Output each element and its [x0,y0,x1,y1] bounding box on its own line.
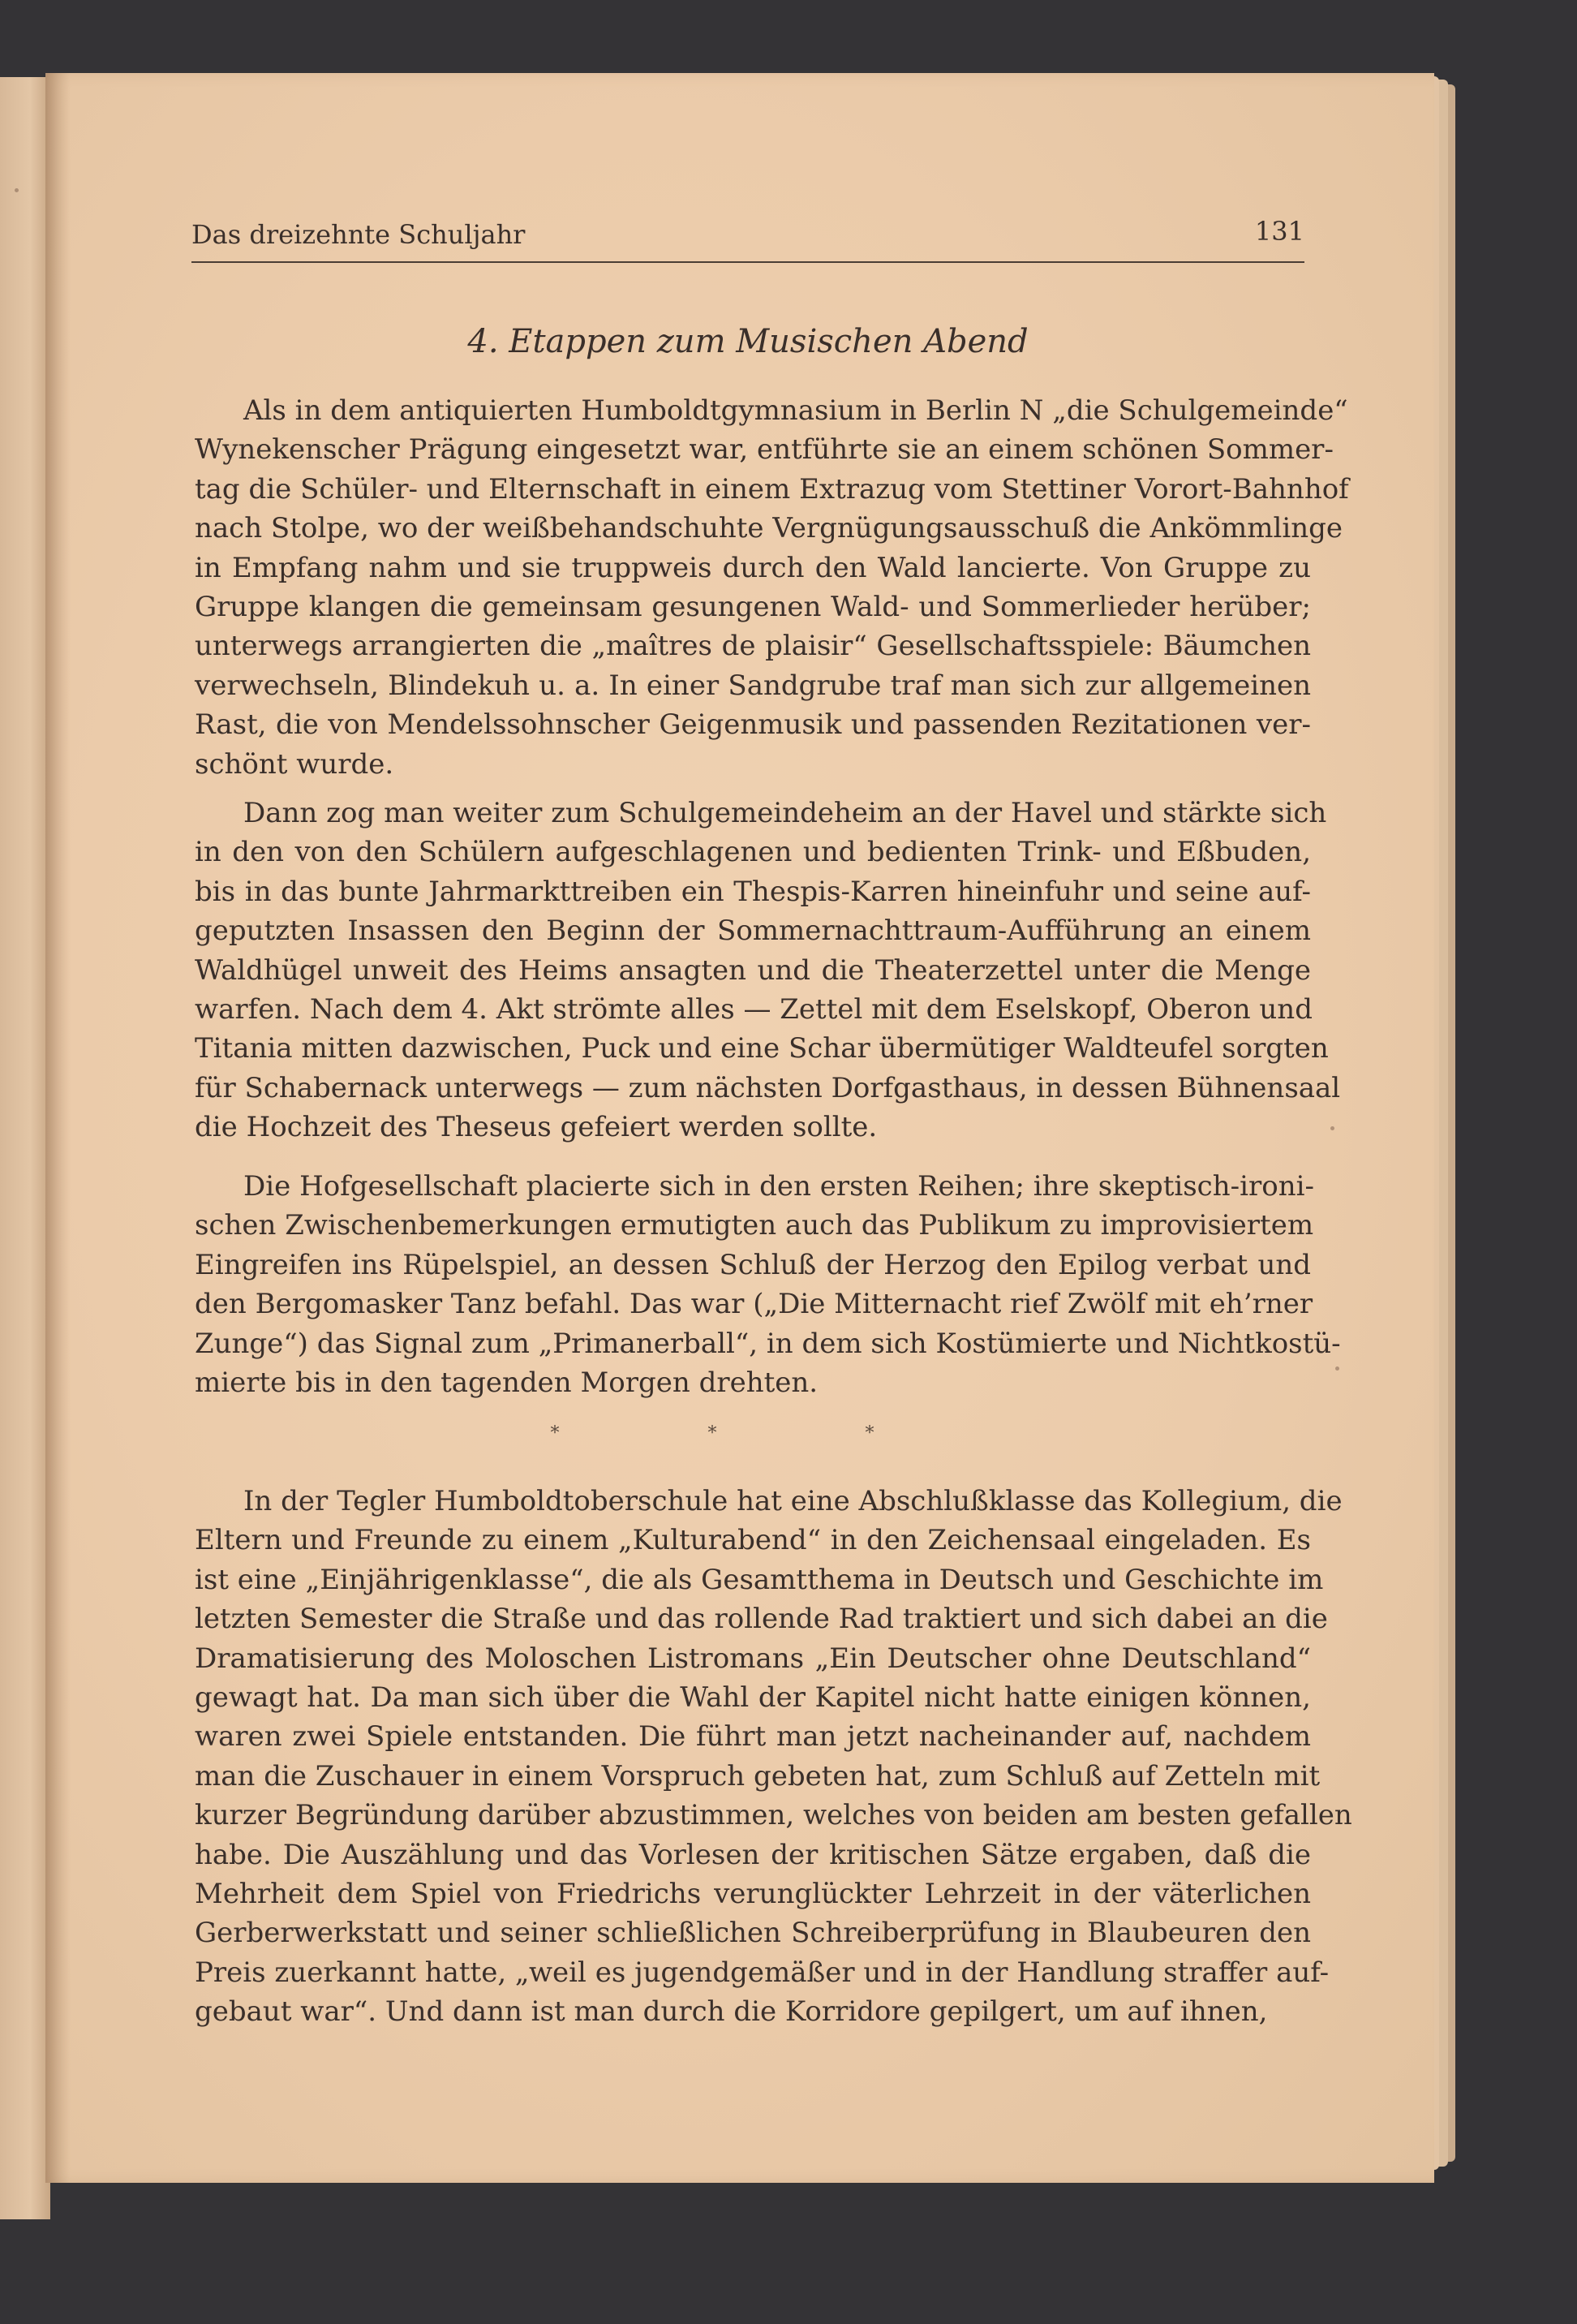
paragraph [195,391,1349,784]
text-line: ist eine „Einjährigenklasse“, die als Gesamtthema in Deutsch und Geschichte im [195,1563,1324,1596]
paper-speck [1335,1366,1339,1371]
paper-speck [15,188,19,192]
gutter-shadow [45,73,70,2183]
section-heading: 4. Etappen zum Musischen Abend [467,323,1029,360]
text-line: für Schabernack unterwegs — zum nächsten Dorfgasthaus, in dessen Bühnensaal [195,1071,1341,1104]
text-line: Preis zuerkannt hatte, „weil es jugendgemäßer und in der Handlung straffer auf- [195,1956,1330,1989]
text-line: schönt wurde. [195,747,394,781]
running-head [191,213,1304,261]
paragraph [195,794,1341,1147]
text-line: in Empfang nahm und sie truppweis durch den Wald lancierte. Von Gruppe zu [195,551,1311,584]
text-line: in den von den Schülern aufgeschlagenen und bedienten Trink- und Eßbuden, [195,836,1311,869]
text-line: Dramatisierung des Moloschen Listromans „Ein Deutscher ohne Deutschland“ [195,1642,1311,1675]
text-line: Gruppe klangen die gemeinsam gesungenen Wald- und Sommerlieder herüber; [195,590,1311,623]
text-line: gewagt hat. Da man sich über die Wahl der Kapitel nicht hatte einigen können, [195,1681,1311,1714]
running-head-title: Das dreizehnte Schuljahr [191,219,526,250]
text-line: den Bergomasker Tanz befahl. Das war („Die Mitternacht rief Zwölf mit eh’rner [195,1288,1313,1321]
text-line: geputzten Insassen den Beginn der Sommernachttraum-Aufführung an einem [195,915,1311,948]
page-number: 131 [1254,216,1304,247]
text-line: In der Tegler Humboldtoberschule hat eine Abschlußklasse das Kollegium, die [243,1485,1343,1517]
paragraph [195,1482,1352,2031]
header-rule [191,261,1304,263]
text-line: Eingreifen ins Rüpelspiel, an dessen Schluß der Herzog den Epilog verbat und [195,1248,1311,1281]
text-line: waren zwei Spiele entstanden. Die führt man jetzt nacheinander auf, nachdem [195,1720,1311,1754]
text-line: gebaut war“. Und dann ist man durch die Korridore gepilgert, um auf ihnen, [195,1995,1268,2029]
text-line: Mehrheit dem Spiel von Friedrichs verunglückter Lehrzeit in der väterlichen [195,1877,1311,1910]
text-line: unterwegs arrangierten die „maîtres de plaisir“ Gesellschaftsspiele: Bäumchen [195,630,1311,663]
text-line: verwechseln, Blindekuh u. a. In einer Sandgrube traf man sich zur allgemeinen [195,669,1311,702]
text-line: nach Stolpe, wo der weißbehandschuhte Vergnügungsausschuß die Ankömmlinge [195,512,1343,545]
text-line: Wynekenscher Prägung eingesetzt war, entführte sie an einem schönen Sommer- [195,433,1334,467]
text-line: Zunge“) das Signal zum „Primanerball“, in dem sich Kostümierte und Nichtkostü- [195,1327,1341,1360]
text-line: die Hochzeit des Theseus gefeiert werden sollte. [195,1111,878,1144]
text-line: Dann zog man weiter zum Schulgemeindeheim an der Havel und stärkte sich [243,797,1327,829]
text-line: Rast, die von Mendelssohnscher Geigenmusik und passenden Rezitationen ver- [195,708,1311,742]
paper-speck [1330,1126,1334,1130]
text-line: Die Hofgesellschaft placierte sich in den ersten Reihen; ihre skeptisch-ironi- [243,1170,1314,1203]
text-line: letzten Semester die Straße und das rollende Rad traktiert und sich dabei an die [195,1603,1328,1636]
text-line: bis in das bunte Jahrmarkttreiben ein Thespis-Karren hineinfuhr und seine auf- [195,875,1311,908]
text-line: mierte bis in den tagenden Morgen drehten. [195,1366,819,1399]
text-line: Titania mitten dazwischen, Puck und eine Schar übermütiger Waldteufel sorgten [195,1032,1329,1065]
facing-page-edge [0,77,50,2219]
text-line: Waldhügel unweit des Heims ansagten und die Theaterzettel unter die Menge [195,953,1311,987]
text-line: tag die Schüler- und Elternschaft in einem Extrazug vom Stettiner Vorort-Bahnhof [195,472,1349,506]
text-line: habe. Die Auszählung und das Vorlesen der kritischen Sätze ergaben, daß die [195,1838,1311,1871]
text-line: schen Zwischenbemerkungen ermutigten auch das Publikum zu improvisiertem [195,1209,1314,1242]
paragraph [195,1167,1341,1402]
section-separator: * * * [550,1423,946,1444]
text-line: Als in dem antiquierten Humboldtgymnasium in Berlin N „die Schulgemeinde“ [243,394,1348,427]
text-line: man die Zuschauer in einem Vorspruch gebeten hat, zum Schluß auf Zetteln mit [195,1759,1321,1792]
text-line: warfen. Nach dem 4. Akt strömte alles — Zettel mit dem Eselskopf, Oberon und [195,992,1313,1026]
text-line: Gerberwerkstatt und seiner schließlichen Schreiberprüfung in Blaubeuren den [195,1917,1311,1950]
text-line: Eltern und Freunde zu einem „Kulturabend“ in den Zeichensaal eingeladen. Es [195,1524,1311,1557]
text-line: kurzer Begründung darüber abzustimmen, welches von beiden am besten gefallen [195,1799,1352,1832]
